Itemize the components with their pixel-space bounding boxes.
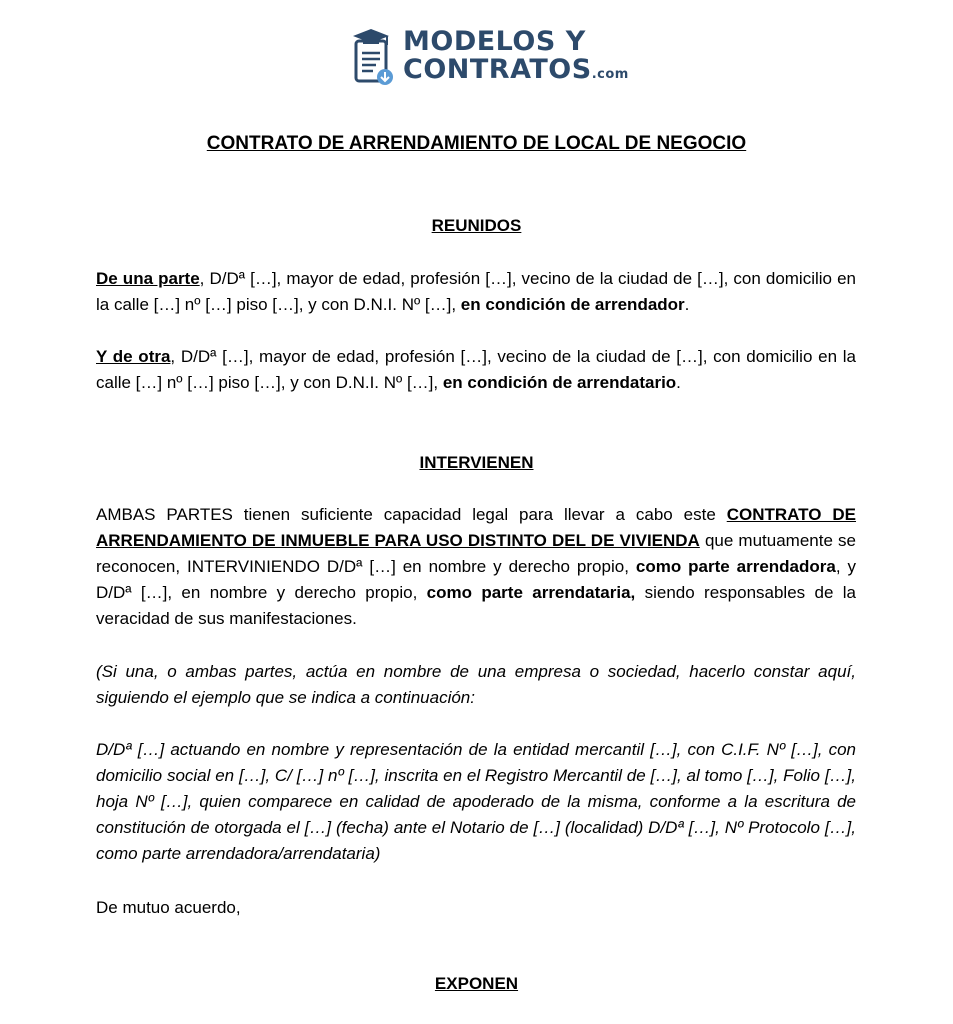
parte1-role: en condición de arrendador [460,295,685,314]
parte2-role: en condición de arrendatario [442,373,677,392]
contract-type: CONTRATO DE ARRENDAMIENTO DE INMUEBLE PARA USO DISTINTO DEL DE VIVIENDA [96,505,857,550]
intervienen-text-b: que mutuamente se reconocen, INTERVINIENDO D/Dª […] en nombre y derecho propio, [96,531,856,576]
intervienen-text-a: AMBAS PARTES tienen suficiente capacidad legal para llevar a cabo este [96,505,727,524]
parte1-end: . [684,295,690,314]
intervienen-text-c: , y D/Dª […], en nombre y derecho propio, [96,557,856,602]
document-graduation-cap-icon [351,27,397,89]
logo [351,27,629,89]
heading-intervienen: INTERVIENEN [419,453,534,472]
heading-reunidos: REUNIDOS [431,216,522,235]
paragraph-mutuo-acuerdo: De mutuo acuerdo, [96,898,241,917]
role-arrendataria: como parte arrendataria, [426,583,636,602]
logo-wordmark [403,25,629,89]
paragraph-company-example: D/Dª […] actuando en nombre y representación de la entidad mercantil […], con C.I.F. Nº […], con domicilio social en […], C/ […] nº […], inscrita en el Registro Mercantil de […], al tomo […], Folio […], hoja Nº […], quien comparece en calidad de apoderado de la misma, conforme a la escritura de constitución de otorgada el […] (fecha) ante el Notario de […] (localidad) D/Dª […], Nº Protocolo […], como parte arrendadora/arrendataria) [96,740,856,863]
paragraph-parte-arrendador [96,266,856,318]
role-arrendadora: como parte arrendadora [635,557,836,576]
parte1-label: De una parte [96,269,200,288]
parte2-label: Y de otra [96,347,171,366]
logo-line2 [403,53,629,89]
logo-suffix: .com [591,66,629,82]
parte2-text: , D/Dª […], mayor de edad, profesión […], vecino de la ciudad de […], con domicilio en la calle […] nº […] piso […], y con D.N.I. Nº […], [96,347,856,392]
logo-line2-text: CONTRATOS [403,53,592,85]
paragraph-company-note: (Si una, o ambas partes, actúa en nombre de una empresa o sociedad, hacerlo constar aquí, siguiendo el ejemplo que se indica a continuación: [96,662,856,707]
parte1-text: , D/Dª […], mayor de edad, profesión […], vecino de la ciudad de […], con domicilio en la calle […] nº […] piso […], y con D.N.I. Nº […], [96,269,856,314]
document-title: CONTRATO DE ARRENDAMIENTO DE LOCAL DE NEGOCIO [206,133,747,154]
paragraph-intervienen [96,502,856,632]
paragraph-parte-arrendatario [96,344,856,396]
intervienen-text-d: siendo responsables de la veracidad de sus manifestaciones. [96,583,856,628]
parte2-end: . [676,373,681,392]
logo-line1: MODELOS Y [403,25,586,57]
heading-exponen: EXPONEN [434,974,519,993]
